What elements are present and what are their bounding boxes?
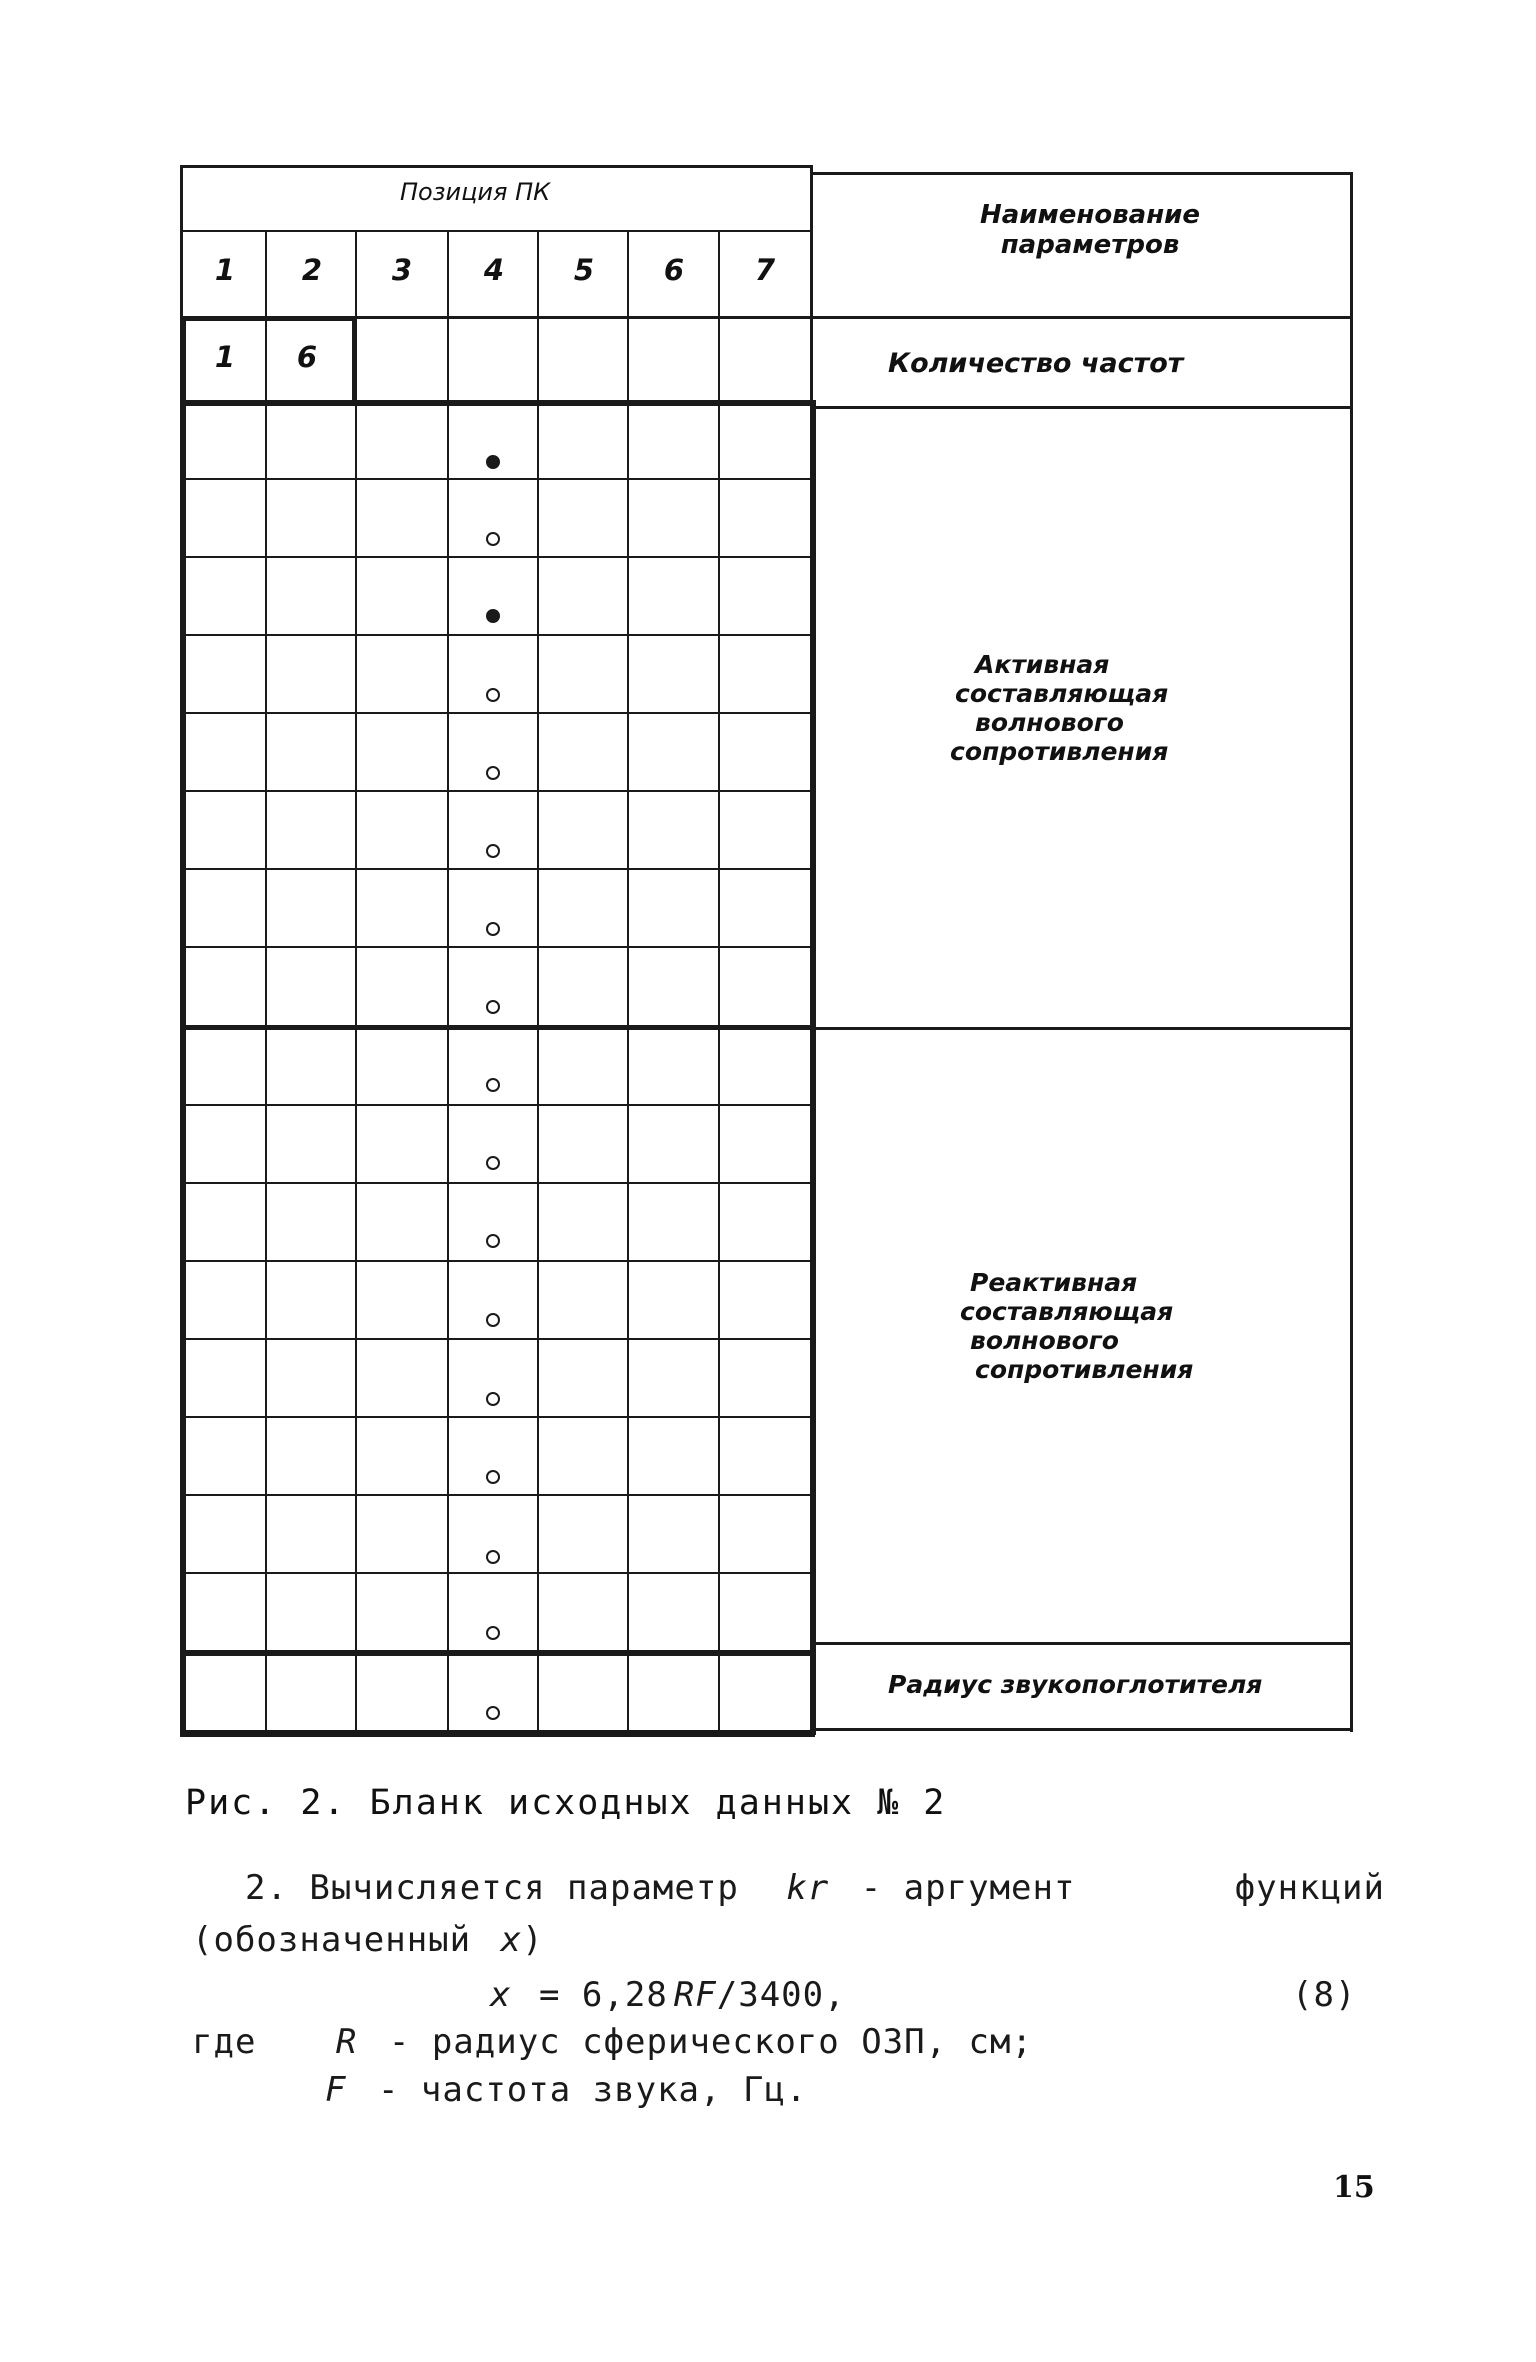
- mark-circle: [486, 1550, 500, 1564]
- column-number: 7: [754, 253, 776, 287]
- paragraph-text: (обозначенный: [192, 1920, 472, 1960]
- paragraph-text: функций: [1234, 1868, 1385, 1908]
- column-number: 2: [301, 253, 323, 287]
- formula-variable-x: x: [490, 1975, 512, 2015]
- column-number: 4: [483, 253, 505, 287]
- formula-8: [490, 1975, 846, 2015]
- absorber-radius-label: Радиус звукопоглотителя: [888, 1670, 1263, 1699]
- label-line: сопротивления: [975, 1355, 1194, 1384]
- formula-number: (8): [1292, 1975, 1357, 2015]
- mark-circle: [486, 1626, 500, 1640]
- variable-kr: kr: [786, 1868, 830, 1908]
- where-line-1: [192, 2022, 1033, 2062]
- reactive-component-label: [960, 1268, 1193, 1384]
- mark-circle: [486, 688, 500, 702]
- frequency-count-label: Количество частот: [888, 348, 1184, 379]
- label-line: Реактивная: [970, 1268, 1138, 1297]
- paragraph-text: где: [192, 2022, 257, 2062]
- variable-F: F: [325, 2070, 347, 2110]
- column-number: 3: [391, 253, 413, 287]
- column-number: 5: [573, 253, 595, 287]
- page-number: 15: [1333, 2170, 1375, 2205]
- paragraph-line-1: [245, 1868, 1395, 1908]
- paragraph-line-2: [192, 1920, 544, 1960]
- mark-circle: [486, 1156, 500, 1170]
- column-number: 6: [663, 253, 685, 287]
- mark-circle: [486, 1234, 500, 1248]
- variable-R: R: [335, 2022, 358, 2062]
- paragraph-text: 2. Вычисляется параметр: [245, 1868, 739, 1908]
- paragraph-text: - радиус сферического ОЗП, см;: [388, 2022, 1033, 2062]
- formula-text: /3400,: [716, 1975, 846, 2015]
- count-cell-2: 6: [296, 340, 318, 374]
- count-cell-1: 1: [214, 340, 236, 374]
- mark-circle: [486, 532, 500, 546]
- mark-dot: [486, 455, 500, 469]
- label-line: волнового: [970, 1326, 1119, 1355]
- variable-x: x: [500, 1920, 523, 1960]
- paragraph-text: - частота звука, Гц.: [377, 2070, 808, 2110]
- mark-circle: [486, 1000, 500, 1014]
- mark-circle: [486, 922, 500, 936]
- formula-text: = 6,28: [538, 1975, 668, 2015]
- mark-circle: [486, 1706, 500, 1720]
- figure-caption: Рис. 2. Бланк исходных данных № 2: [185, 1783, 947, 1823]
- parameter-name-header-text: Наименование параметров: [979, 200, 1201, 260]
- label-line: сопротивления: [950, 737, 1169, 766]
- mark-circle: [486, 844, 500, 858]
- parameter-name-header: [960, 200, 1220, 260]
- paragraph-text: - аргумент: [860, 1868, 1076, 1908]
- where-line-2: [325, 2070, 807, 2110]
- column-number: 1: [214, 253, 236, 287]
- mark-circle: [486, 1392, 500, 1406]
- paragraph-text: ): [522, 1920, 544, 1960]
- mark-dot: [486, 609, 500, 623]
- mark-circle: [486, 1078, 500, 1092]
- label-line: Активная: [975, 650, 1110, 679]
- position-group-header: Позиция ПК: [400, 178, 551, 206]
- mark-circle: [486, 766, 500, 780]
- active-component-label: [950, 650, 1168, 766]
- mark-circle: [486, 1470, 500, 1484]
- label-line: составляющая: [960, 1297, 1174, 1326]
- label-line: составляющая: [955, 679, 1169, 708]
- formula-variables: RF: [673, 1975, 717, 2015]
- label-line: волнового: [975, 708, 1124, 737]
- mark-circle: [486, 1313, 500, 1327]
